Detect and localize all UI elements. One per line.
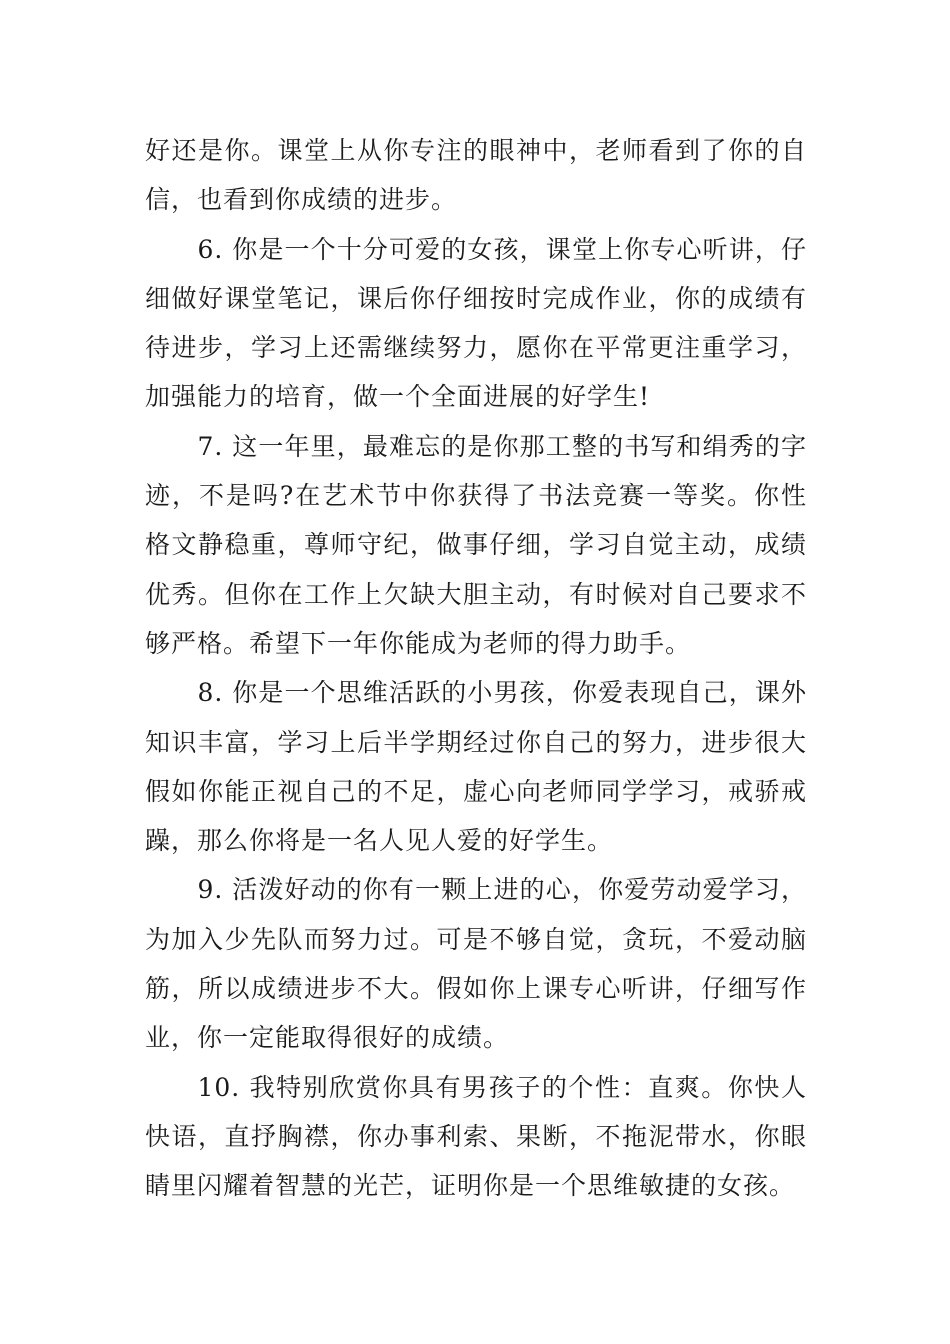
paragraph-text: 这一年里，最难忘的是你那工整的书写和绢秀的字迹，不是吗?在艺术节中你获得了书法竞赛一等奖。你性格文静稳重，尊师守纪，做事仔细，学习自觉主动，成绩优秀。但你在工作上欠缺大胆主动，有时候对自己要求不够严格。希望下一年你能成为老师的得力助手。: [145, 431, 807, 658]
paragraph-number: 6.: [197, 234, 224, 264]
paragraph-item-10: [145, 1063, 807, 1211]
paragraph-text: 好还是你。课堂上从你专注的眼神中，老师看到了你的自信，也看到你成绩的进步。: [145, 136, 807, 215]
document-body: [145, 126, 807, 1211]
paragraph-number: 9.: [197, 875, 224, 905]
paragraph-item-9: [145, 865, 807, 1062]
paragraph-text: 你是一个思维活跃的小男孩，你爱表现自己，课外知识丰富，学习上后半学期经过你自己的努力，进步很大假如你能正视自己的不足，虚心向老师同学学习，戒骄戒躁，那么你将是一名人见人爱的好学生。: [145, 678, 807, 856]
paragraph-item-7: [145, 422, 807, 668]
paragraph-item-8: [145, 668, 807, 865]
paragraph-text: 你是一个十分可爱的女孩，课堂上你专心听讲，仔细做好课堂笔记，课后你仔细按时完成作业，你的成绩有待进步，学习上还需继续努力，愿你在平常更注重学习，加强能力的培育，做一个全面进展的好学生!: [145, 234, 807, 412]
paragraph-text: 活泼好动的你有一颗上进的心，你爱劳动爱学习，为加入少先队而努力过。可是不够自觉，贪玩，不爱动脑筋，所以成绩进步不大。假如你上课专心听讲，仔细写作业，你一定能取得很好的成绩。: [145, 875, 807, 1053]
paragraph-text: 我特别欣赏你具有男孩子的个性：直爽。你快人快语，直抒胸襟，你办事利索、果断，不拖泥带水，你眼睛里闪耀着智慧的光芒，证明你是一个思维敏捷的女孩。: [145, 1072, 807, 1201]
paragraph-number: 8.: [197, 678, 224, 708]
paragraph-number: 7.: [197, 431, 224, 461]
paragraph-continuation: [145, 126, 807, 225]
paragraph-number: 10.: [197, 1072, 241, 1102]
paragraph-item-6: [145, 225, 807, 422]
